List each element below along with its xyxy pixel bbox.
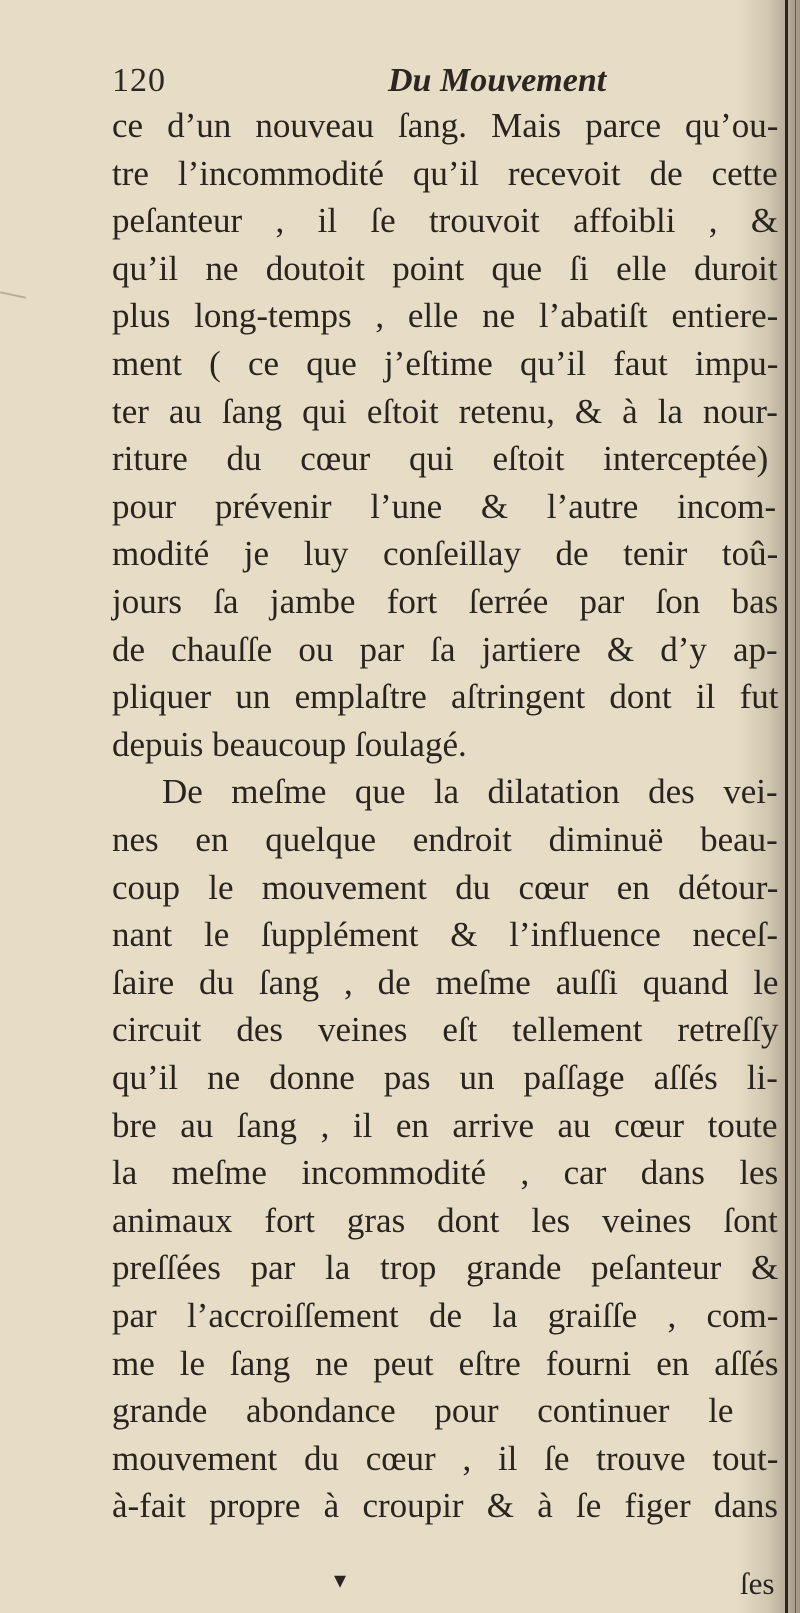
text-line: qu’il ne donne pas un paſſage aſſés li- (112, 1058, 778, 1097)
text-line: modité je luy conſeillay de tenir toû- (112, 534, 779, 574)
text-line: qu’il ne doutoit point que ſi elle duroit (112, 248, 778, 288)
text-line: circuit des veines eſt tellement retreſſy (112, 1010, 779, 1050)
text-line: me le ſang ne peut eſtre fourni en aſſés (112, 1343, 779, 1383)
text-line: coup le mouvement du cœur en détour- (112, 867, 779, 907)
text-line: riture du cœur qui eſtoit interceptée) (112, 439, 769, 479)
text-line: depuis beaucoup ſoulagé. (112, 724, 467, 764)
running-head: Du Mouvement (388, 62, 607, 99)
text-line: jours ſa jambe fort ſerrée par ſon bas (112, 582, 779, 621)
text-line: De meſme que la dilatation des vei- (162, 772, 778, 812)
text-line: ce d’un nouveau ſang. Mais parce qu’ou- (112, 106, 779, 145)
page-number: 120 (112, 62, 166, 99)
text-line: nes en quelque endroit diminuë beau- (112, 820, 778, 859)
text-line: plus long-temps , elle ne l’abatiſt entiere- (112, 296, 779, 336)
text-line: ter au ſang qui eſtoit retenu, & à la nour- (112, 391, 778, 431)
text-line: peſanteur , il ſe trouvoit affoibli , & (112, 201, 779, 241)
text-line: animaux fort gras dont les veines ſont (112, 1200, 778, 1240)
text-line: mouvement du cœur , il ſe trouve tout- (112, 1438, 779, 1478)
text-line: de chauſſe ou par ſa jartiere & d’y ap- (112, 629, 778, 669)
text-line: à-fait propre à croupir & à ſe figer dans (112, 1486, 779, 1526)
text-line: par l’accroiſſement de la graiſſe , com- (112, 1296, 779, 1335)
signature-mark: ▾ (334, 1568, 347, 1594)
text-line: bre au ſang , il en arrive au cœur toute (112, 1105, 778, 1145)
text-line: pour prévenir l’une & l’autre incom- (112, 486, 777, 526)
text-line: ment ( ce que j’eſtime qu’il faut impu- (112, 344, 779, 383)
text-line: tre l’incommodité qu’il recevoit de cette (112, 153, 778, 193)
text-line: ſaire du ſang , de meſme auſſi quand le (112, 962, 779, 1002)
text-line: nant le ſupplément & l’influence neceſ- (112, 915, 779, 955)
text-line: grande abondance pour continuer le (112, 1391, 734, 1431)
text-line: preſſées par la trop grande peſanteur & (112, 1248, 779, 1288)
text-line: pliquer un emplaſtre aſtringent dont il fut (112, 677, 779, 717)
text-line: la meſme incommodité , car dans les (112, 1153, 779, 1193)
catchword: ſes (740, 1566, 775, 1601)
